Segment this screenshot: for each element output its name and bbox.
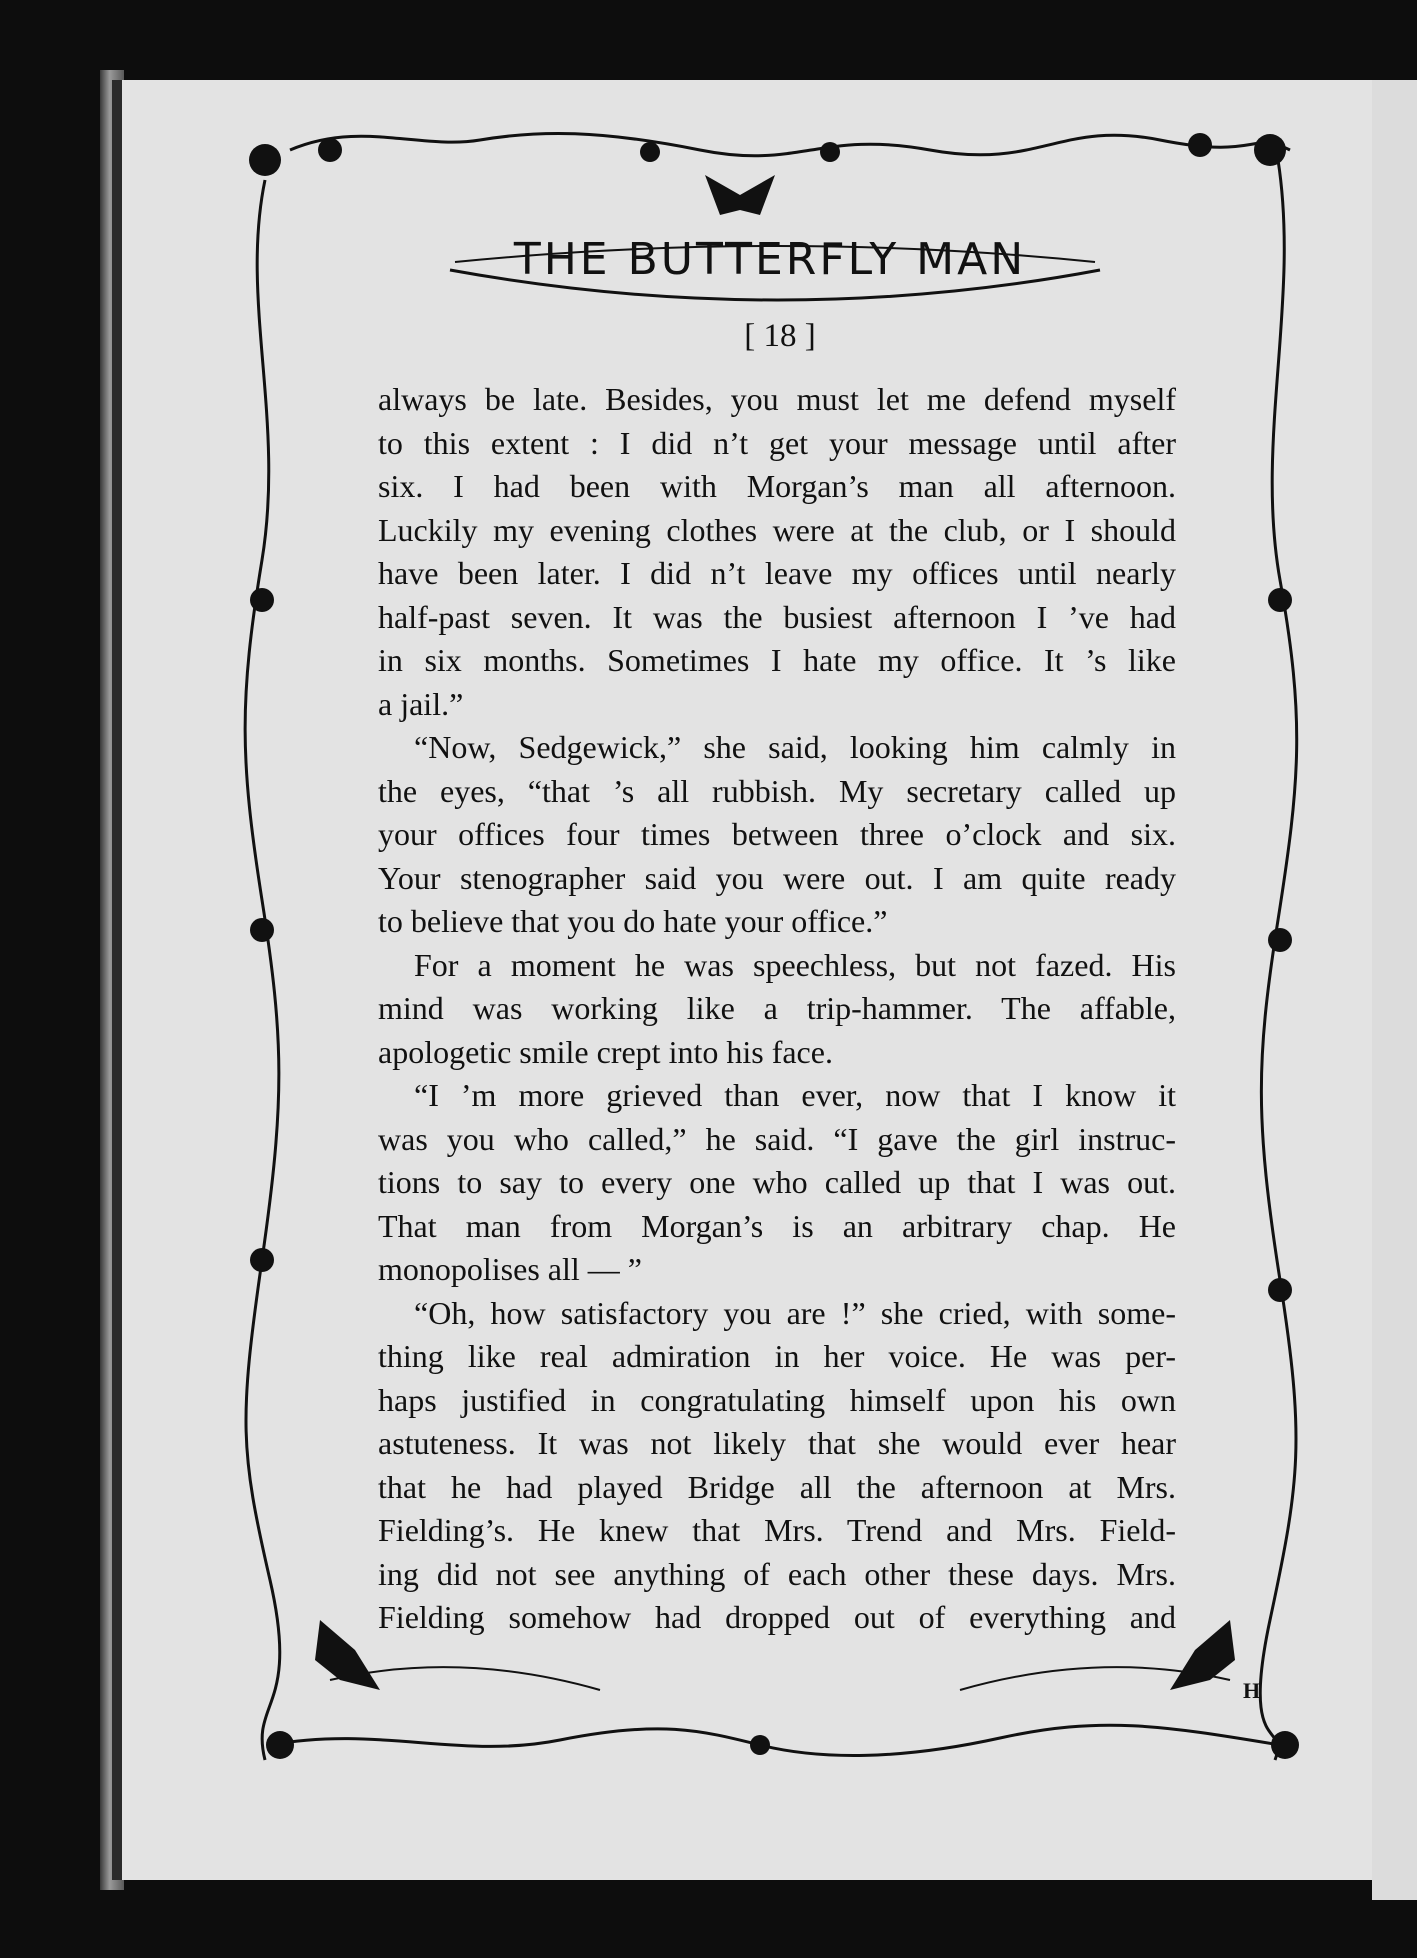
flower-ornament [1254, 134, 1286, 166]
text-line: Luckily my evening clothes were at the club, or I should [378, 511, 1176, 548]
flower-ornament [318, 138, 342, 162]
flower-ornament [640, 142, 660, 162]
flower-ornament [1268, 588, 1292, 612]
flower-ornament [1268, 928, 1292, 952]
flower-ornament [750, 1735, 770, 1755]
text-line: your offices four times between three o’clock and six. [378, 816, 1176, 852]
flower-ornament [266, 1731, 294, 1759]
text-line: apologetic smile crept into his face. [378, 1033, 833, 1070]
text-line: six. I had been with Morgan’s man all afternoon. [378, 468, 1176, 504]
text-line: mind was working like a trip-hammer. The affable, [378, 990, 1176, 1026]
text-line: always be late. Besides, you must let me defend myself [378, 381, 1176, 417]
text-line: to this extent : I did n’t get your message until after [378, 424, 1176, 461]
text-line: astuteness. It was not likely that she would ever hear [378, 1425, 1176, 1461]
text-line: was you who called,” he said. “I gave the girl instruc- [378, 1120, 1176, 1157]
printer-signature-mark: H [1243, 1678, 1261, 1703]
text-line: haps justified in congratulating himself upon his own [378, 1381, 1176, 1418]
flower-ornament [820, 142, 840, 162]
text-line: That man from Morgan’s is an arbitrary chap. He [378, 1207, 1176, 1244]
page-number: [ 18 ] [744, 318, 816, 354]
text-line: a jail.” [378, 685, 464, 722]
text-line: For a moment he was speechless, but not fazed. His [414, 946, 1176, 983]
top-butterfly-ornament [705, 175, 775, 215]
flower-ornament [250, 1248, 274, 1272]
text-line: Fielding somehow had dropped out of everything and [378, 1599, 1176, 1635]
bottom-vine [270, 1725, 1280, 1755]
text-line: thing like real admiration in her voice. He was per- [378, 1338, 1176, 1374]
text-line: in six months. Sometimes I hate my office. It ’s like [378, 642, 1176, 678]
text-line: the eyes, “that ’s all rubbish. My secretary called up [378, 772, 1176, 809]
text-line: “Oh, how satisfactory you are !” she cried, with some- [414, 1294, 1176, 1331]
flower-ornament [1188, 133, 1212, 157]
text-line: Your stenographer said you were out. I am quite ready [378, 859, 1176, 896]
flower-ornament [250, 918, 274, 942]
text-line: Fielding’s. He knew that Mrs. Trend and Mrs. Field- [378, 1512, 1176, 1548]
running-head: THE BUTTERFLY MAN [513, 234, 1027, 285]
left-vine [245, 180, 280, 1760]
text-line: tions to say to every one who called up that I was out. [378, 1164, 1176, 1200]
text-line: “Now, Sedgewick,” she said, looking him calmly in [414, 729, 1176, 765]
flower-ornament [250, 588, 274, 612]
top-vine [290, 133, 1290, 155]
flower-ornament [1268, 1278, 1292, 1302]
text-line: “I ’m more grieved than ever, now that I know it [414, 1077, 1176, 1113]
bottom-left-butterfly [315, 1620, 380, 1690]
text-line: have been later. I did n’t leave my offices until nearly [378, 555, 1176, 591]
flower-ornament [249, 144, 281, 176]
body-text [378, 378, 1176, 1640]
text-line: to believe that you do hate your office.” [378, 903, 888, 939]
text-line: monopolises all — ” [378, 1251, 642, 1287]
text-line: ing did not see anything of each other these days. Mrs. [378, 1555, 1176, 1592]
text-line: that he had played Bridge all the afternoon at Mrs. [378, 1468, 1176, 1505]
right-vine [1260, 160, 1297, 1760]
flower-ornament [1271, 1731, 1299, 1759]
text-line: half-past seven. It was the busiest afternoon I ’ve had [378, 598, 1176, 635]
